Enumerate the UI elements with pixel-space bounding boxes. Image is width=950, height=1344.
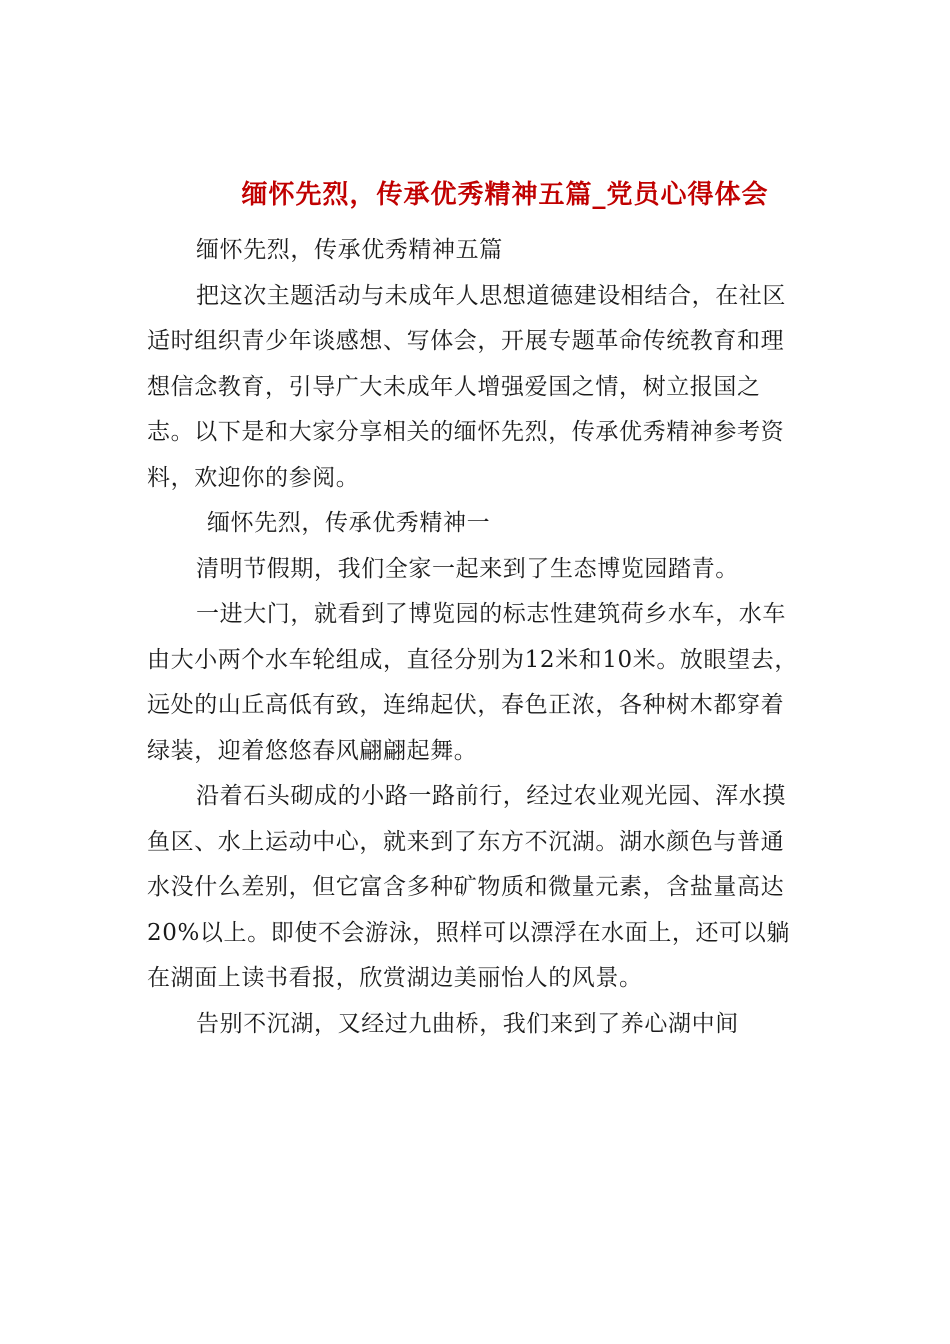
document-body: [147, 228, 807, 1047]
subtitle-paragraph: 缅怀先烈，传承优秀精神五篇: [196, 237, 503, 263]
body-paragraph: 清明节假期，我们全家一起来到了生态博览园踏青。: [196, 555, 739, 582]
intro-paragraph: 把这次主题活动与未成年人思想道德建设相结合，在社区适时组织青少年谈感想、写体会，开展专题革命传统教育和理想信念教育，引导广大未成年人增强爱国之情，树立报国之志。以下是和大家分享相关的缅怀先烈，传承优秀精神参考资料，欢迎你的参阅。: [147, 282, 786, 491]
body-paragraph: 告别不沉湖，又经过九曲桥，我们来到了养心湖中间: [196, 1010, 739, 1037]
section-heading: 缅怀先烈，传承优秀精神一: [207, 510, 491, 536]
document-title: [0, 174, 950, 211]
document-title-text: 缅怀先烈，传承优秀精神五篇_党员心得体会: [241, 180, 769, 210]
body-paragraph: 沿着石头砌成的小路一路前行，经过农业观光园、浑水摸鱼区、水上运动中心，就来到了东方不沉湖。湖水颜色与普通水没什么差别，但它富含多种矿物质和微量元素，含盐量高达20%以上。即使不会游泳，照样可以漂浮在水面上，还可以躺在湖面上读书看报，欣赏湖边美丽怡人的风景。: [147, 783, 790, 991]
body-paragraph: 一进大门，就看到了博览园的标志性建筑荷乡水车，水车由大小两个水车轮组成，直径分别为12米和10米。放眼望去，远处的山丘高低有致，连绵起伏，春色正浓，各种树木都穿着绿装，迎着悠悠春风翩翩起舞。: [147, 601, 798, 764]
